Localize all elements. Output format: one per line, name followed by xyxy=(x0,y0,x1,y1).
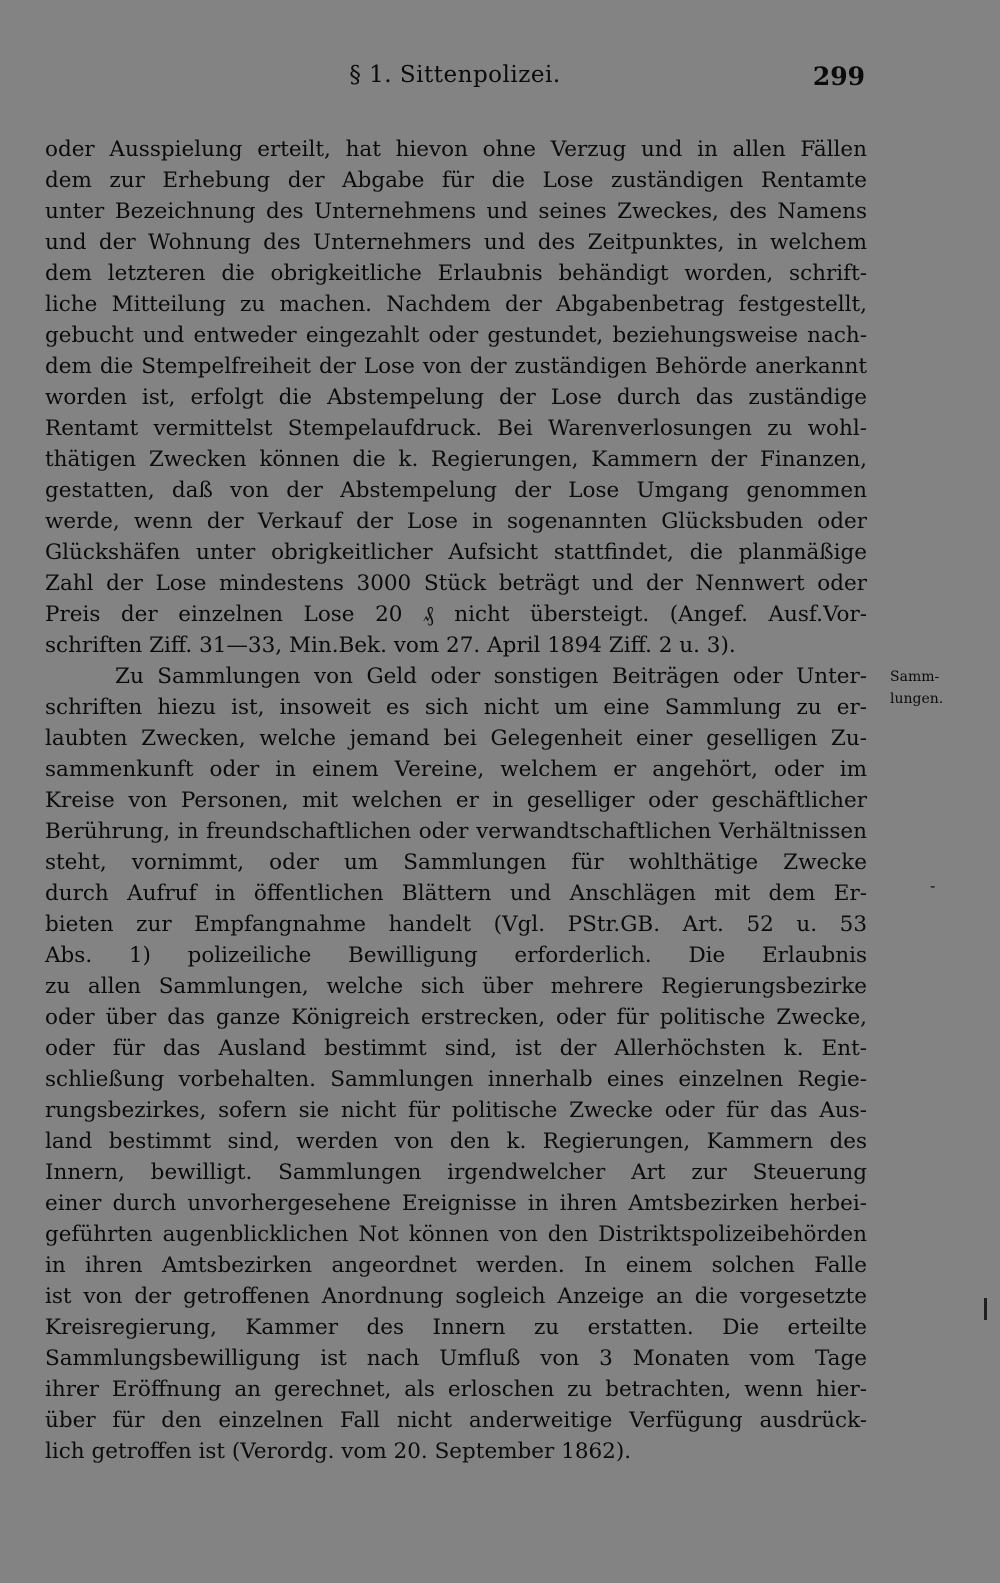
text-line: sammenkunft oder in einem Vereine, welchem er angehört, oder im xyxy=(45,757,867,782)
text-line: oder für das Ausland bestimmt sind, ist der Allerhöchsten k. Ent- xyxy=(45,1036,867,1061)
text-line: schriften Ziff. 31—33, Min.Bek. vom 27. April 1894 Ziff. 2 u. 3). xyxy=(45,633,736,658)
text-line: dem zur Erhebung der Abgabe für die Lose zuständigen Rentamte xyxy=(45,168,867,193)
text-line: oder Ausspielung erteilt, hat hievon ohne Verzug und in allen Fällen xyxy=(45,137,867,162)
text-line: werde, wenn der Verkauf der Lose in sogenannten Glücksbuden oder xyxy=(45,509,867,534)
text-line: Preis der einzelnen Lose 20 ₰ nicht übersteigt. (Angef. Ausf.Vor- xyxy=(45,602,867,627)
text-line: in ihren Amtsbezirken angeordnet werden. In einem solchen Falle xyxy=(45,1253,867,1278)
text-line: Kreise von Personen, mit welchen er in geselliger oder geschäftlicher xyxy=(45,788,867,813)
text-line: über für den einzelnen Fall nicht anderweitige Verfügung ausdrück- xyxy=(45,1408,867,1433)
text-line: Zu Sammlungen von Geld oder sonstigen Beiträgen oder Unter- xyxy=(115,664,867,689)
text-line: Zahl der Lose mindestens 3000 Stück beträgt und der Nennwert oder xyxy=(45,571,867,596)
text-line: schriften hiezu ist, insoweit es sich nicht um eine Sammlung zu er- xyxy=(45,695,867,720)
text-line: durch Aufruf in öffentlichen Blättern und Anschlägen mit dem Er- xyxy=(45,881,867,906)
text-line: liche Mitteilung zu machen. Nachdem der Abgabenbetrag festgestellt, xyxy=(45,292,867,317)
page-header xyxy=(45,62,865,96)
text-line: land bestimmt sind, werden von den k. Regierungen, Kammern des xyxy=(45,1129,867,1154)
text-line: worden ist, erfolgt die Abstempelung der Lose durch das zuständige xyxy=(45,385,867,410)
text-line: geführten augenblicklichen Not können von den Distriktspolizeibehörden xyxy=(45,1222,867,1247)
text-line: gebucht und entweder eingezahlt oder gestundet, beziehungsweise nach- xyxy=(45,323,867,348)
text-line: steht, vornimmt, oder um Sammlungen für wohlthätige Zwecke xyxy=(45,850,867,875)
text-line: Sammlungsbewilligung ist nach Umfluß von 3 Monaten vom Tage xyxy=(45,1346,867,1371)
text-line: einer durch unvorhergesehene Ereignisse in ihren Amtsbezirken herbei- xyxy=(45,1191,867,1216)
text-line: dem letzteren die obrigkeitliche Erlaubnis behändigt worden, schrift- xyxy=(45,261,867,286)
text-line: und der Wohnung des Unternehmers und des Zeitpunktes, in welchem xyxy=(45,230,867,255)
margin-dash: - xyxy=(930,876,936,895)
text-line: Innern, bewilligt. Sammlungen irgendwelcher Art zur Steuerung xyxy=(45,1160,867,1185)
text-line: Berührung, in freundschaftlichen oder verwandtschaftlichen Verhältnissen xyxy=(45,819,867,844)
text-line: schließung vorbehalten. Sammlungen innerhalb eines einzelnen Regie- xyxy=(45,1067,867,1092)
margin-note xyxy=(890,666,990,710)
text-line: Abs. 1) polizeiliche Bewilligung erforderlich. Die Erlaubnis xyxy=(45,943,867,968)
text-line: thätigen Zwecken können die k. Regierungen, Kammern der Finanzen, xyxy=(45,447,867,472)
running-title: § 1. Sittenpolizei. xyxy=(349,62,561,88)
text-line: Kreisregierung, Kammer des Innern zu erstatten. Die erteilte xyxy=(45,1315,867,1340)
text-line: zu allen Sammlungen, welche sich über mehrere Regierungsbezirke xyxy=(45,974,867,999)
text-line: bieten zur Empfangnahme handelt (Vgl. PStr.GB. Art. 52 u. 53 xyxy=(45,912,867,937)
margin-note-line: lungen. xyxy=(890,691,944,707)
text-line: rungsbezirkes, sofern sie nicht für politische Zwecke oder für das Aus- xyxy=(45,1098,867,1123)
text-line: ihrer Eröffnung an gerechnet, als erloschen zu betrachten, wenn hier- xyxy=(45,1377,867,1402)
text-line: lich getroffen ist (Verordg. vom 20. September 1862). xyxy=(45,1439,632,1464)
text-line: Glückshäfen unter obrigkeitlicher Aufsicht stattfindet, die planmäßige xyxy=(45,540,867,565)
margin-note-line: Samm- xyxy=(890,669,940,685)
text-line: dem die Stempelfreiheit der Lose von der zuständigen Behörde anerkannt xyxy=(45,354,867,379)
text-line: Rentamt vermittelst Stempelaufdruck. Bei Warenverlosungen zu wohl- xyxy=(45,416,867,441)
page-number: 299 xyxy=(812,62,865,91)
text-line: ist von der getroffenen Anordnung sogleich Anzeige an die vorgesetzte xyxy=(45,1284,867,1309)
text-line: unter Bezeichnung des Unternehmens und seines Zweckes, des Namens xyxy=(45,199,867,224)
text-line: laubten Zwecken, welche jemand bei Gelegenheit einer geselligen Zu- xyxy=(45,726,867,751)
margin-mark xyxy=(984,1298,987,1320)
body-text xyxy=(45,134,867,1467)
text-line: oder über das ganze Königreich erstrecken, oder für politische Zwecke, xyxy=(45,1005,867,1030)
text-line: gestatten, daß von der Abstempelung der Lose Umgang genommen xyxy=(45,478,867,503)
